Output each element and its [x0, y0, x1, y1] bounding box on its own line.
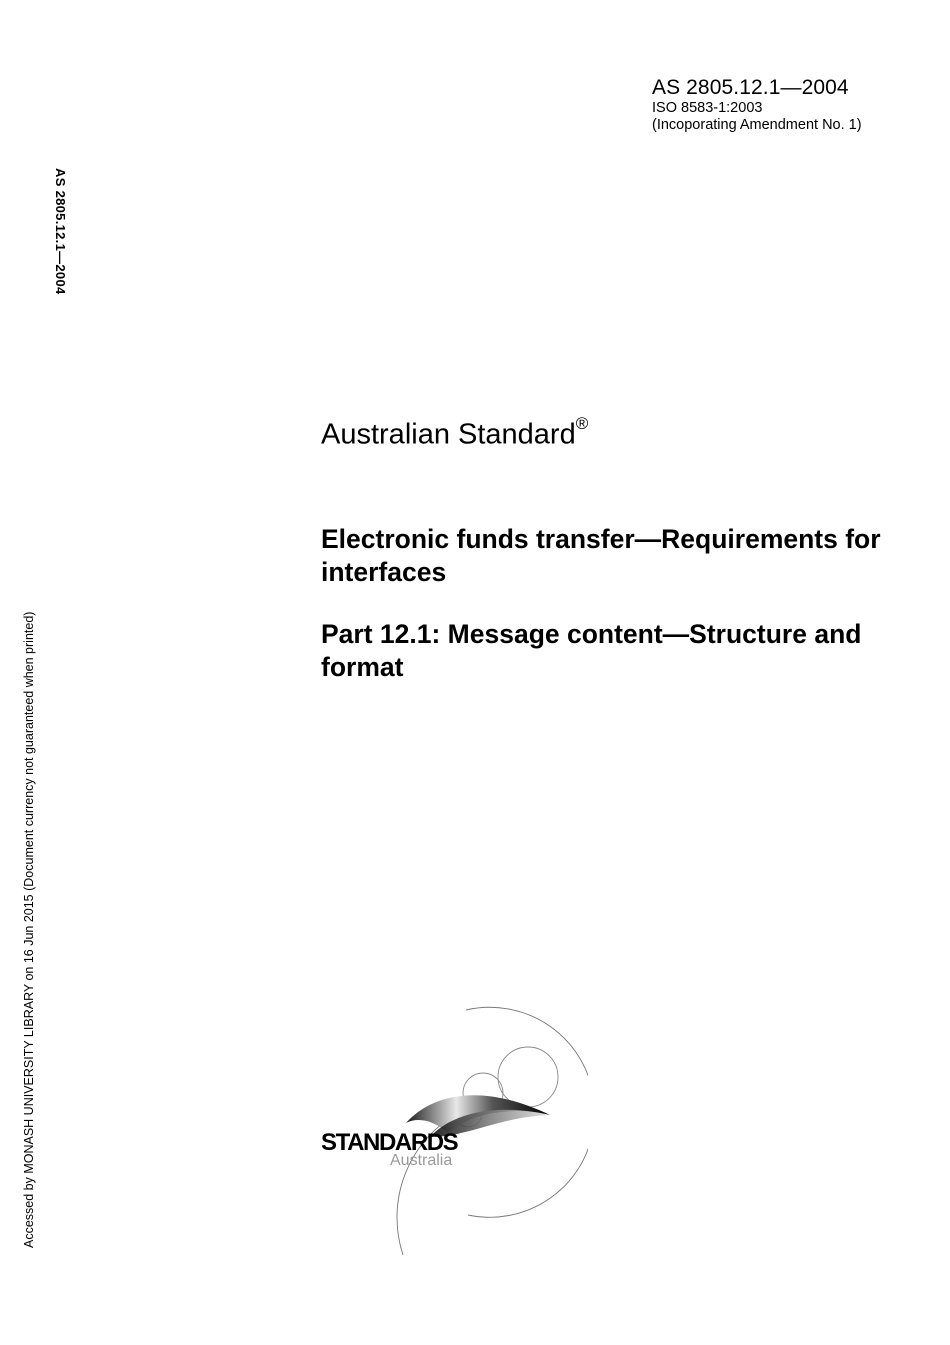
spine-title: AS 2805.12.1—2004 — [53, 168, 68, 295]
iso-number: ISO 8583-1:2003 — [652, 100, 763, 117]
access-watermark: Accessed by MONASH UNIVERSITY LIBRARY on 16 Jun 2015 (Document currency not guaranteed when printed) — [22, 611, 36, 1248]
document-title: Electronic funds transfer—Requirements for interfaces — [321, 524, 881, 588]
brand-name: Australian Standard — [321, 418, 576, 451]
registered-mark: ® — [575, 414, 589, 433]
standards-australia-logo — [318, 1005, 588, 1265]
logo-wordmark-australia: Australia — [390, 1152, 453, 1169]
standard-identification — [652, 76, 862, 133]
logo-circle-1 — [498, 1047, 558, 1107]
logo-wordmark-standards: STANDARDS — [321, 1129, 458, 1156]
document-part-title: Part 12.1: Message content—Structure and format — [321, 619, 862, 683]
amendment-note: (Incoporating Amendment No. 1) — [652, 116, 862, 133]
standard-number: AS 2805.12.1—2004 — [652, 76, 849, 99]
brand-heading — [321, 414, 589, 452]
